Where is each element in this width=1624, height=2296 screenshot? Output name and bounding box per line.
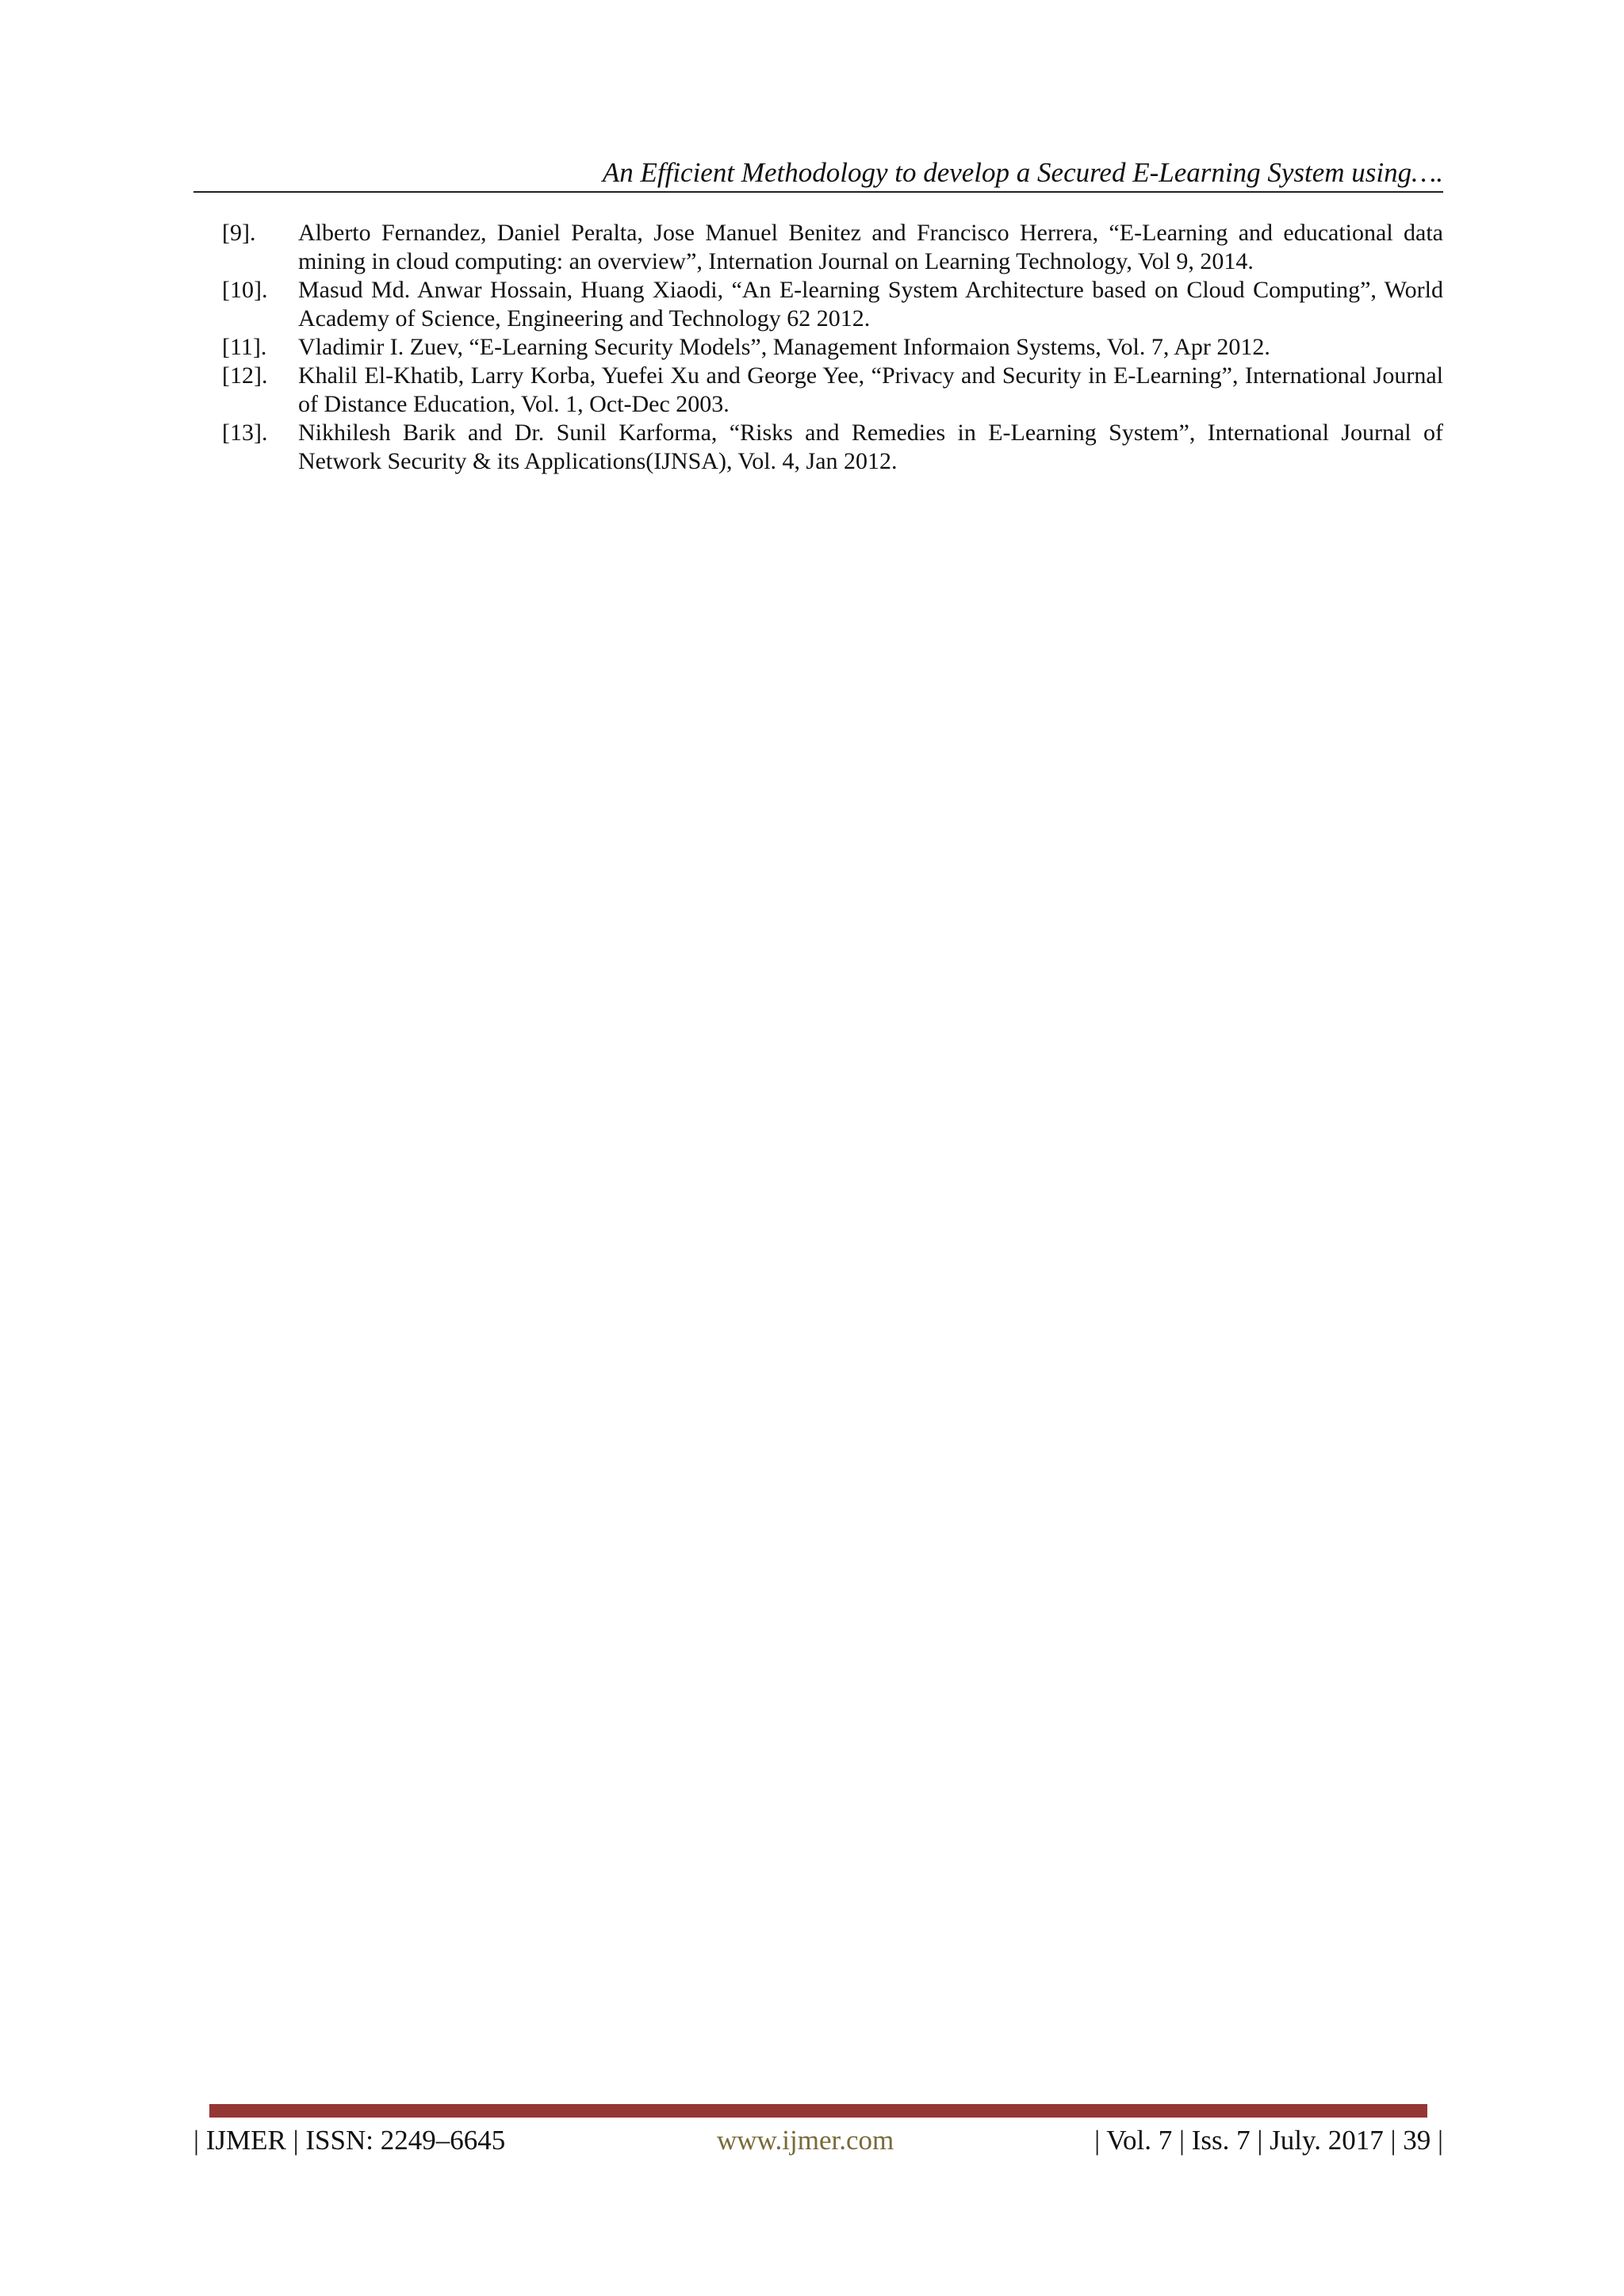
- reference-text: Vladimir I. Zuev, “E-Learning Security Models”, Management Informaion Systems, Vol. 7, Apr 2012.: [298, 334, 1270, 360]
- footer-volume-page: | Vol. 7 | Iss. 7 | July. 2017 | 39 |: [1094, 2125, 1443, 2156]
- footer-bar: [209, 2104, 1427, 2118]
- reference-text: Khalil El-Khatib, Larry Korba, Yuefei Xu and George Yee, “Privacy and Security in E-Learning”, International Journal of Distance Education, Vol. 1, Oct-Dec 2003.: [298, 362, 1443, 417]
- reference-item: [193, 219, 1443, 276]
- page-footer: [193, 2121, 1443, 2160]
- reference-item: [193, 333, 1443, 362]
- header-rule: [193, 191, 1443, 193]
- running-header: An Efficient Methodology to develop a Secured E-Learning System using….: [602, 157, 1443, 188]
- reference-number: [11].: [222, 334, 267, 360]
- reference-text: Nikhilesh Barik and Dr. Sunil Karforma, “Risks and Remedies in E-Learning System”, International Journal of Network Security & its Applications(IJNSA), Vol. 4, Jan 2012.: [298, 420, 1443, 474]
- footer-website-link[interactable]: www.ijmer.com: [717, 2125, 894, 2156]
- reference-number: [13].: [222, 420, 268, 446]
- reference-number: [9].: [222, 220, 256, 246]
- reference-item: [193, 419, 1443, 476]
- reference-text: Masud Md. Anwar Hossain, Huang Xiaodi, “An E-learning System Architecture based on Cloud Computing”, World Academy of Science, Engineering and Technology 62 2012.: [298, 277, 1443, 332]
- reference-text: Alberto Fernandez, Daniel Peralta, Jose Manuel Benitez and Francisco Herrera, “E-Learning and educational data mining in cloud computing: an overview”, Internation Journal on Learning Technology, Vol 9, 2014.: [298, 220, 1443, 274]
- reference-number: [10].: [222, 277, 268, 303]
- references-list: [193, 219, 1443, 476]
- footer-journal-issn: | IJMER | ISSN: 2249–6645: [193, 2125, 506, 2156]
- reference-item: [193, 276, 1443, 333]
- reference-number: [12].: [222, 362, 268, 389]
- reference-item: [193, 362, 1443, 419]
